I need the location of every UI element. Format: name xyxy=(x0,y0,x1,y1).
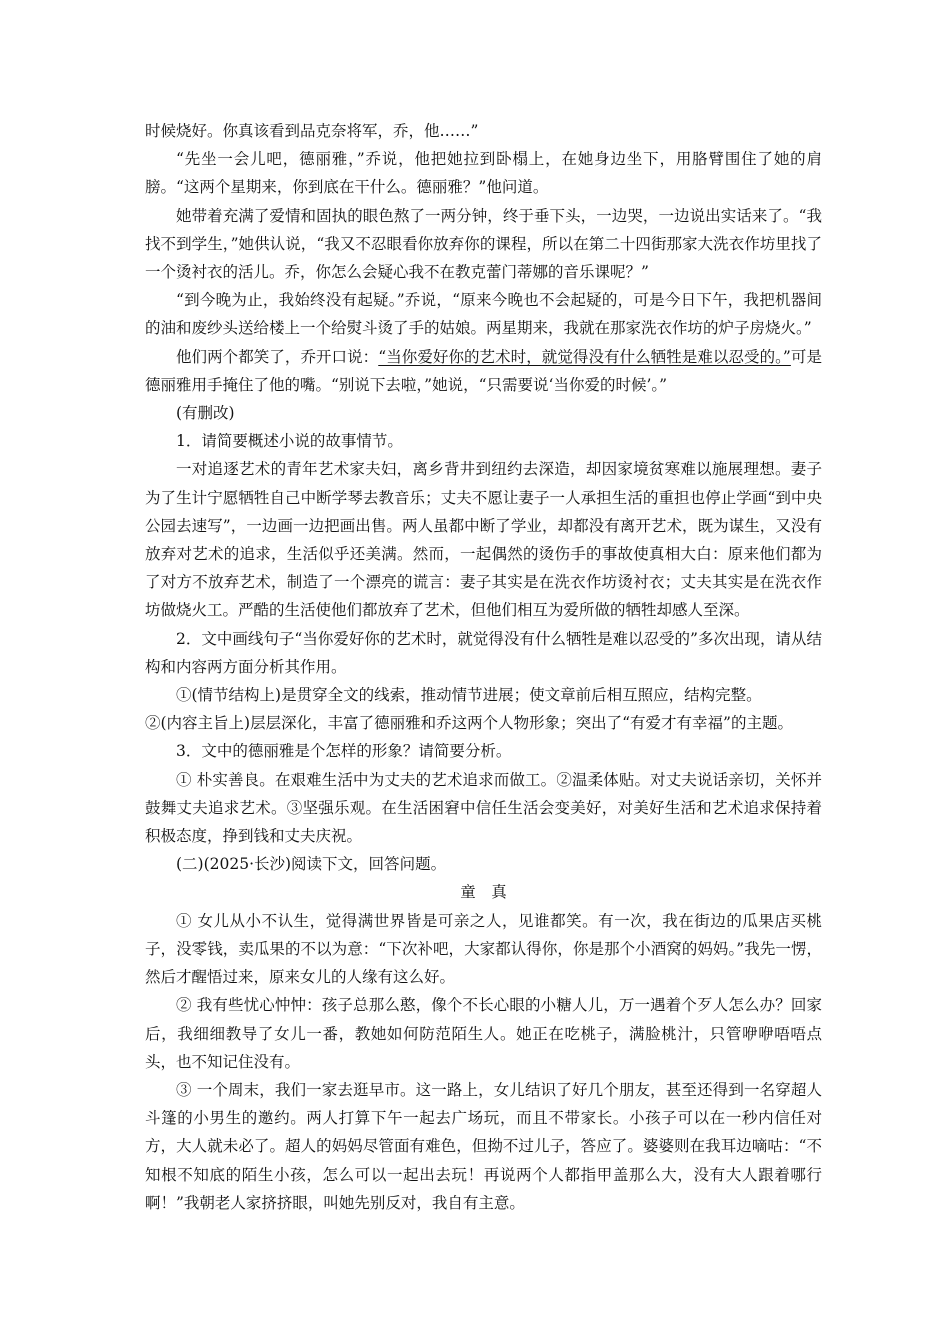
article-paragraph: ② 我有些忧心忡忡：孩子总那么憨，像个不长心眼的小糖人儿，万一遇着个歹人怎么办？回家后，我细细教导了女儿一番，教她如何防范陌生人。她正在吃桃子，满脸桃汁，只管咿咿唔唔点头，也不知记住没有。 xyxy=(145,996,822,1071)
paragraph-lead: 他们两个都笑了，乔开口说： xyxy=(176,347,379,366)
underlined-sentence: “当你爱好你的艺术时，就觉得没有什么牺牲是难以忍受的。” xyxy=(378,347,791,366)
paragraph-tail: 可是德丽雅用手掩住了他的嘴。“别说下去啦，”她说，“只需要说‘当你爱的时候’。” xyxy=(145,347,822,394)
answer: ①(情节结构上)是贯穿全文的线索，推动情节进展；使文章前后相互照应，结构完整。 xyxy=(176,686,762,705)
story-paragraph xyxy=(145,343,822,399)
story-paragraph: 她带着充满了爱情和固执的眼色熬了一两分钟，终于垂下头，一边哭，一边说出实话来了。“我找不到学生，”她供认说，“我又不忍眼看你放弃你的课程，所以在第二十四街那家大洗衣作坊里找了一个烫衬衣的活儿。乔，你怎么会疑心我不在教克蕾门蒂娜的音乐课呢？” xyxy=(145,206,822,282)
edit-note: (有删改) xyxy=(176,404,235,423)
story-paragraph: “到今晚为止，我始终没有起疑。”乔说，“原来今晚也不会起疑的，可是今日下午，我把机器间的油和废纱头送给楼上一个给熨斗烫了手的姑娘。两星期来，我就在那家洗衣作坊的炉子房烧火。” xyxy=(145,291,822,338)
article-title: 童真 xyxy=(460,883,523,902)
question: 1．请简要概述小说的故事情节。 xyxy=(176,432,403,451)
story-paragraph-continued: 时候烧好。你真该看到品克奈将军，乔，他……” xyxy=(145,122,479,140)
question: 2．文中画线句子“当你爱好你的艺术时，就觉得没有什么牺牲是难以忍受的”多次出现，请从结构和内容两方面分析其作用。 xyxy=(145,629,822,676)
question: 3．文中的德丽雅是个怎样的形象？请简要分析。 xyxy=(176,742,512,761)
answer: ②(内容主旨上)层层深化，丰富了德丽雅和乔这两个人物形象；突出了“有爱才有幸福”的主题。 xyxy=(145,714,793,733)
story-paragraph: “先坐一会儿吧，德丽雅，”乔说，他把她拉到卧榻上，在她身边坐下，用胳臂围住了她的肩膀。“这两个星期来，你到底在干什么。德丽雅？”他问道。 xyxy=(145,150,822,197)
answer: 一对追逐艺术的青年艺术家夫妇，离乡背井到纽约去深造，却因家境贫寒难以施展理想。妻子为了生计宁愿牺牲自己中断学琴去教音乐；丈夫不愿让妻子一人承担生活的重担也停止学画“到中央公园去速写”，一边画一边把画出售。两人虽都中断了学业，却都没有离开艺术，既为谋生，又没有放弃对艺术的追求，生活似乎还美满。然而，一起偶然的烫伤手的事故使真相大白：原来他们都为了对方不放弃艺术，制造了一个漂亮的谎言：妻子其实是在洗衣作坊烫衬衣；丈夫其实是在洗衣作坊做烧火工。严酷的生活使他们都放弃了艺术，但他们相互为爱所做的牺牲却感人至深。 xyxy=(145,460,822,620)
article-paragraph: ① 女儿从小不认生，觉得满世界皆是可亲之人，见谁都笑。有一次，我在街边的瓜果店买桃子，没零钱，卖瓜果的不以为意：“下次补吧，大家都认得你，你是那个小酒窝的妈妈。”我先一愣，然后才醒悟过来，原来女儿的人缘有这么好。 xyxy=(145,911,822,987)
answer: ① 朴实善良。在艰难生活中为丈夫的艺术追求而做工。②温柔体贴。对丈夫说话亲切，关怀并鼓舞丈夫追求艺术。③坚强乐观。在生活困窘中信任生活会变美好，对美好生活和艺术追求保持着积极态度，挣到钱和丈夫庆祝。 xyxy=(145,770,822,846)
section-intro: (二)(2025·长沙)阅读下文，回答问题。 xyxy=(176,855,447,874)
article-paragraph: ③ 一个周末，我们一家去逛早市。这一路上，女儿结识了好几个朋友，甚至还得到一名穿超人斗篷的小男生的邀约。两人打算下午一起去广场玩，而且不带家长。小孩子可以在一秒内信任对方，大人就未必了。超人的妈妈尽管面有难色，但拗不过儿子，答应了。婆婆则在我耳边嘀咕：“不知根不知底的陌生小孩，怎么可以一起出去玩！再说两个人都指甲盖那么大，没有大人跟着哪行啊！”我朝老人家挤挤眼，叫她先别反对，我自有主意。 xyxy=(145,1080,822,1212)
